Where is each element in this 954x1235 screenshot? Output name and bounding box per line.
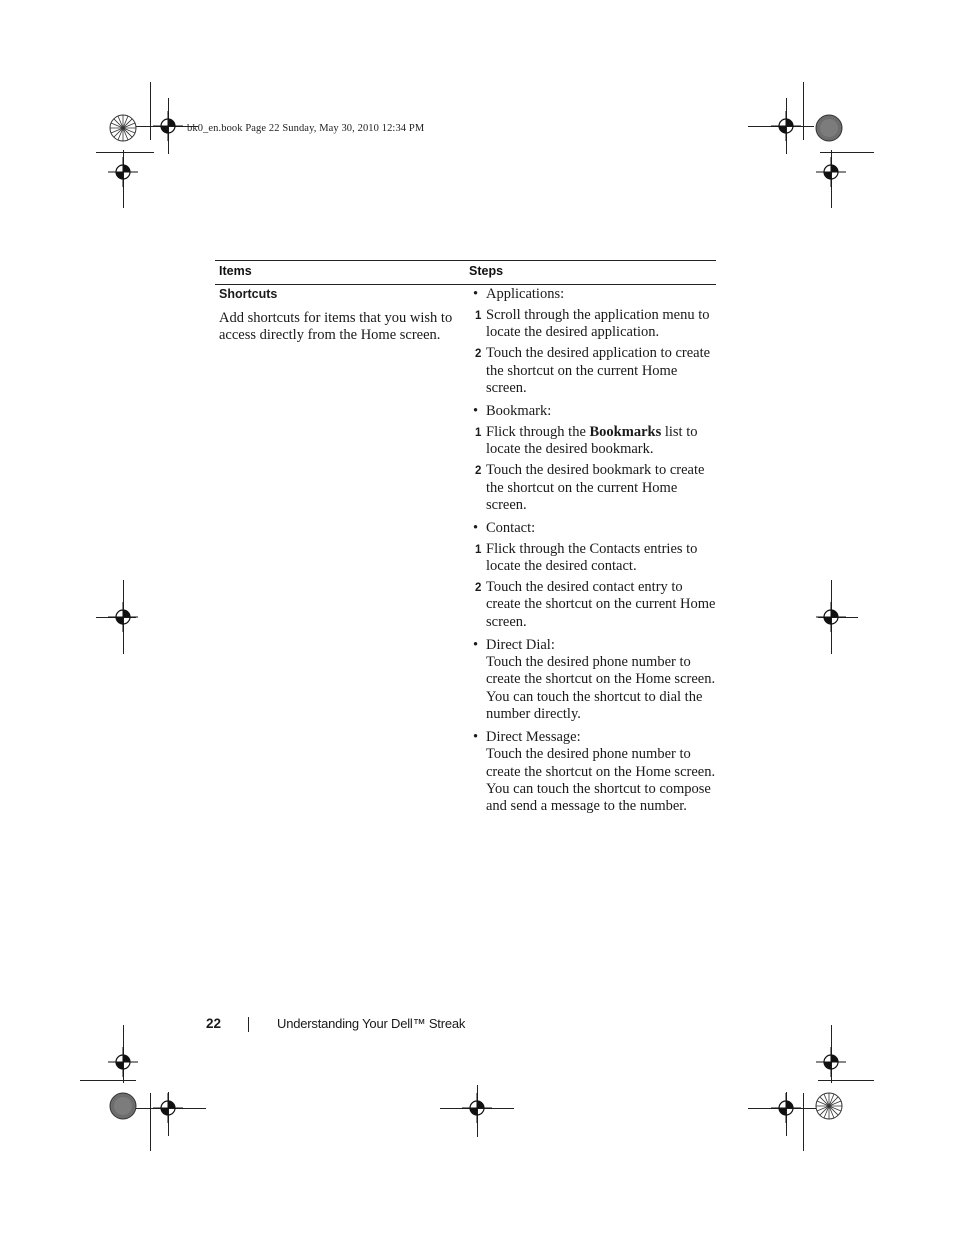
list-item: • Applications: 1 Scroll through the application menu to locate the desired application. 2 Touch the desired application to create the shortcut on the current Home screen.	[473, 286, 718, 397]
bullet-icon: •	[473, 519, 479, 536]
step-item: 2 Touch the desired application to create the shortcut on the current Home screen.	[475, 345, 711, 396]
step-item: 1 Scroll through the application menu to locate the desired application.	[475, 306, 710, 341]
registration-mark-icon	[108, 157, 138, 187]
group-label: Direct Message	[486, 729, 577, 746]
step-item: 2 Touch the desired bookmark to create the shortcut on the current Home screen.	[475, 462, 705, 513]
registration-mark-icon	[108, 1047, 138, 1077]
column-header-steps: Steps	[469, 264, 504, 278]
steps-list	[473, 286, 718, 821]
registration-mark-icon	[816, 1047, 846, 1077]
list-item: • Contact: 1 Flick through the Contacts entries to locate the desired contact. 2 Touch the desired contact entry to create the shortcut on the current Home screen.	[473, 520, 718, 631]
print-header-stamp: bk0_en.book Page 22 Sunday, May 30, 2010 12:34 PM	[187, 123, 425, 134]
bullet-icon: •	[473, 636, 479, 653]
row-description: Add shortcuts for items that you wish to access directly from the Home screen.	[219, 310, 453, 344]
step-item: 1 Flick through the Contacts entries to locate the desired contact.	[475, 540, 698, 575]
registration-mark-icon	[153, 111, 183, 141]
group-body: Touch the desired phone number to create the shortcut on the Home screen. You can touch the shortcut to dial the number directly.	[486, 654, 716, 723]
bullet-icon: •	[473, 402, 479, 419]
column-header-items: Items	[219, 264, 252, 278]
registration-mark-icon	[771, 111, 801, 141]
bullet-icon: •	[473, 729, 479, 746]
table-header-rule	[215, 284, 716, 285]
group-label: Direct Dial	[486, 636, 551, 653]
gray-density-mark-icon	[814, 113, 844, 143]
footer-section-title: Understanding Your Dell™ Streak	[277, 1016, 466, 1031]
page-number: 22	[206, 1016, 222, 1031]
registration-mark-icon	[108, 602, 138, 632]
registration-mark-icon	[153, 1093, 183, 1123]
row-title: Shortcuts	[219, 287, 278, 301]
table-top-rule	[215, 260, 716, 261]
list-item: • Direct Message: Touch the desired phone number to create the shortcut on the Home screen. You can touch the shortcut to compose and send a message to the number.	[473, 729, 718, 815]
registration-mark-icon	[462, 1093, 492, 1123]
registration-mark-icon	[816, 157, 846, 187]
step-item: 2 Touch the desired contact entry to create the shortcut on the current Home screen.	[475, 579, 716, 630]
footer-divider	[248, 1017, 249, 1032]
list-item: • Bookmark: 1 Flick through the Bookmarks list to locate the desired bookmark. 2 Touch the desired bookmark to create the shortcut on the current Home screen.	[473, 403, 718, 514]
group-body: Touch the desired phone number to create the shortcut on the Home screen. You can touch the shortcut to compose and send a message to the number.	[486, 746, 716, 815]
group-label: Applications	[486, 286, 561, 302]
starburst-mark-icon	[814, 1091, 844, 1121]
group-label: Contact	[486, 519, 532, 536]
bullet-icon: •	[473, 286, 479, 302]
gray-density-mark-icon	[108, 1091, 138, 1121]
step-item: 1 Flick through the Bookmarks list to locate the desired bookmark.	[475, 423, 698, 458]
group-label: Bookmark	[486, 402, 548, 419]
list-item: • Direct Dial: Touch the desired phone number to create the shortcut on the Home screen. You can touch the shortcut to dial the number directly.	[473, 637, 718, 723]
registration-mark-icon	[816, 602, 846, 632]
registration-mark-icon	[771, 1093, 801, 1123]
starburst-mark-icon	[108, 113, 138, 143]
